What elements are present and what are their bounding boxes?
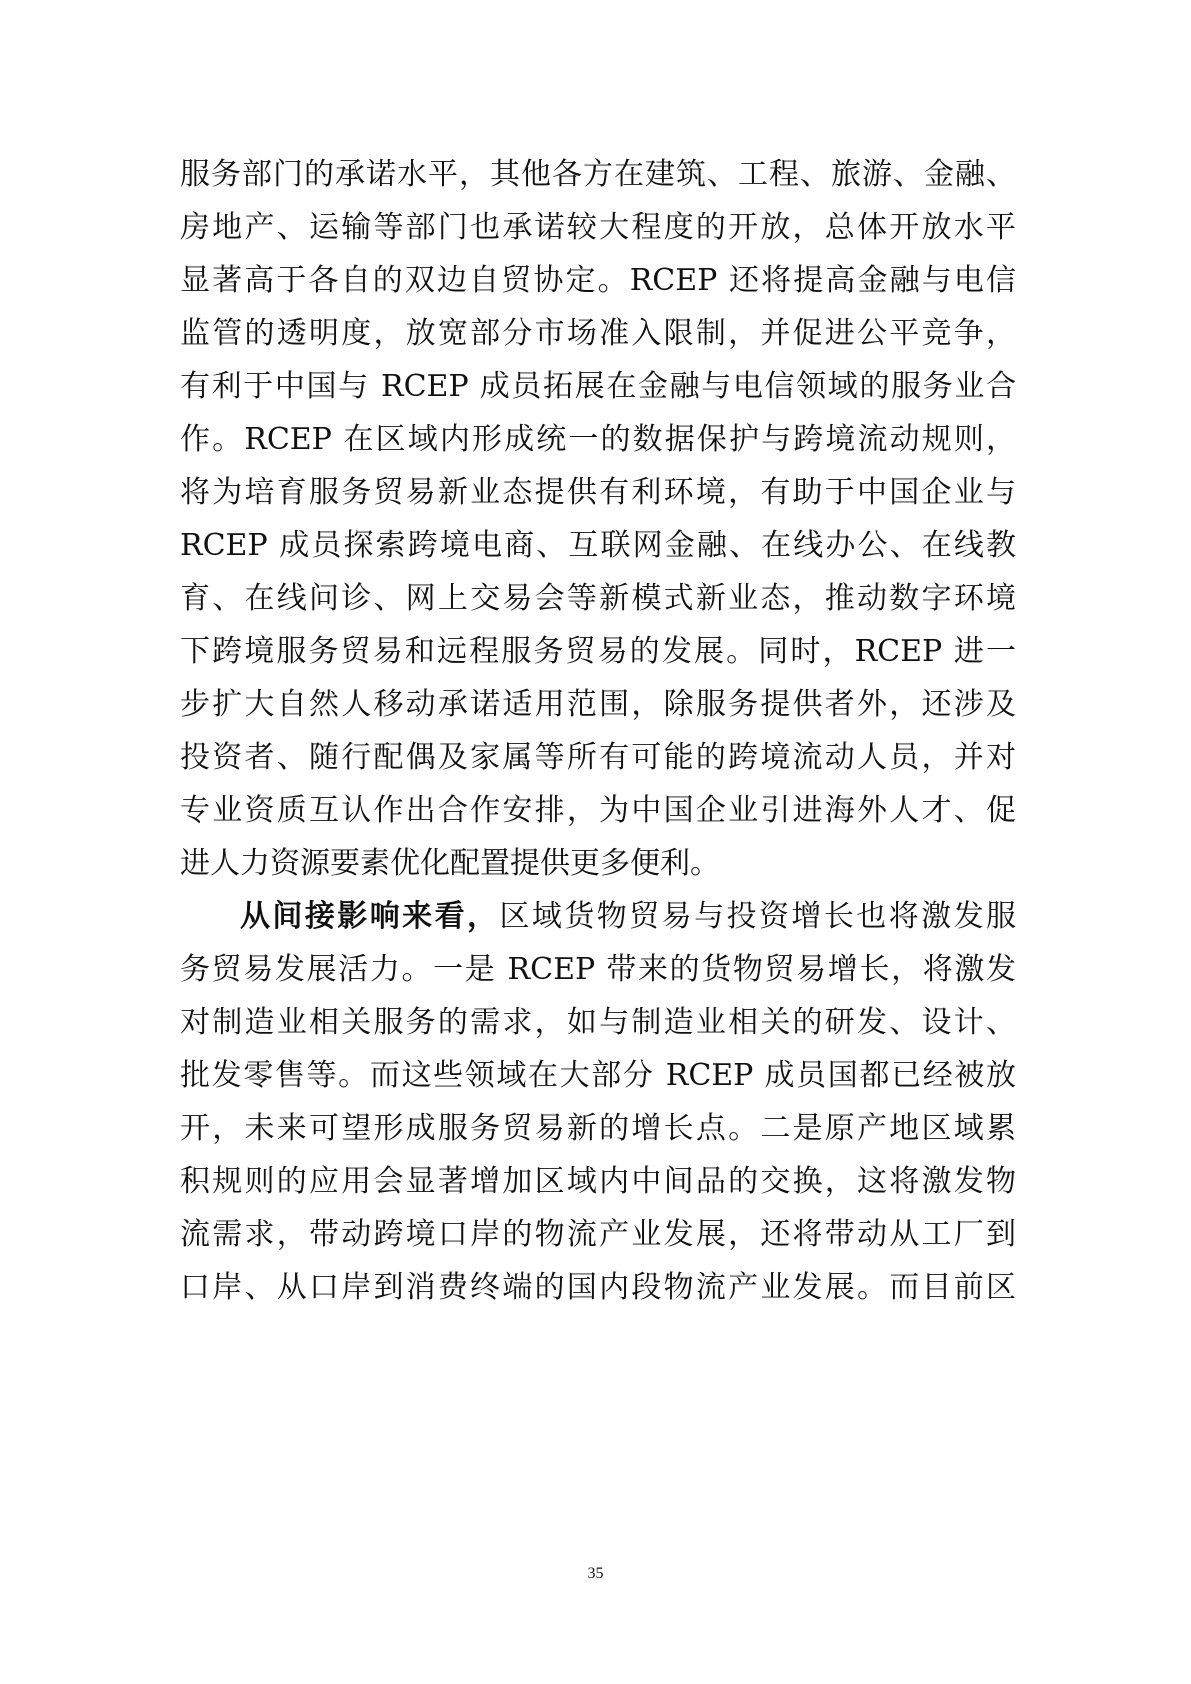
text-line: 房地产、运输等部门也承诺较大程度的开放，总体开放水平 xyxy=(180,210,1016,245)
page-number: 35 xyxy=(587,1565,604,1582)
text-line: 作。RCEP 在区域内形成统一的数据保护与跨境流动规则， xyxy=(180,422,1016,457)
text-line: 批发零售等。而这些领域在大部分 RCEP 成员国都已经被放 xyxy=(180,1058,1016,1093)
text-line: 投资者、随行配偶及家属等所有可能的跨境流动人员，并对 xyxy=(180,740,1016,775)
text-line xyxy=(180,890,1016,943)
text-line: 积规则的应用会显著增加区域内中间品的交换，这将激发物 xyxy=(180,1164,1016,1199)
body-text xyxy=(180,148,1016,1314)
text-line: 进人力资源要素优化配置提供更多便利。 xyxy=(180,846,720,881)
text-line: 步扩大自然人移动承诺适用范围，除服务提供者外，还涉及 xyxy=(180,687,1016,722)
text-line: 育、在线问诊、网上交易会等新模式新业态，推动数字环境 xyxy=(180,581,1016,616)
text-line: RCEP 成员探索跨境电商、互联网金融、在线办公、在线教 xyxy=(180,528,1016,563)
text-line: 监管的透明度，放宽部分市场准入限制，并促进公平竞争， xyxy=(180,316,1016,351)
text-line: 务贸易发展活力。一是 RCEP 带来的货物贸易增长，将激发 xyxy=(180,952,1016,987)
text-line: 专业资质互认作出合作安排，为中国企业引进海外人才、促 xyxy=(180,793,1016,828)
text-line: 有利于中国与 RCEP 成员拓展在金融与电信领域的服务业合 xyxy=(180,369,1016,404)
text-line: 将为培育服务贸易新业态提供有利环境，有助于中国企业与 xyxy=(180,475,1016,510)
text-line: 口岸、从口岸到消费终端的国内段物流产业发展。而目前区 xyxy=(180,1270,1016,1305)
text-line: 服务部门的承诺水平，其他各方在建筑、工程、旅游、金融、 xyxy=(180,157,1016,192)
bold-lead-phrase: 从间接影响来看， xyxy=(240,899,500,934)
paragraph-2 xyxy=(180,890,1016,1314)
text-line: 对制造业相关服务的需求，如与制造业相关的研发、设计、 xyxy=(180,1005,1016,1040)
text-span: 区域货物贸易与投资增长也将激发服 xyxy=(499,899,1017,934)
paragraph-1 xyxy=(180,148,1016,890)
text-line: 下跨境服务贸易和远程服务贸易的发展。同时，RCEP 进一 xyxy=(180,634,1016,669)
text-line: 显著高于各自的双边自贸协定。RCEP 还将提高金融与电信 xyxy=(180,263,1016,298)
text-line: 流需求，带动跨境口岸的物流产业发展，还将带动从工厂到 xyxy=(180,1217,1016,1252)
text-line: 开，未来可望形成服务贸易新的增长点。二是原产地区域累 xyxy=(180,1111,1016,1146)
